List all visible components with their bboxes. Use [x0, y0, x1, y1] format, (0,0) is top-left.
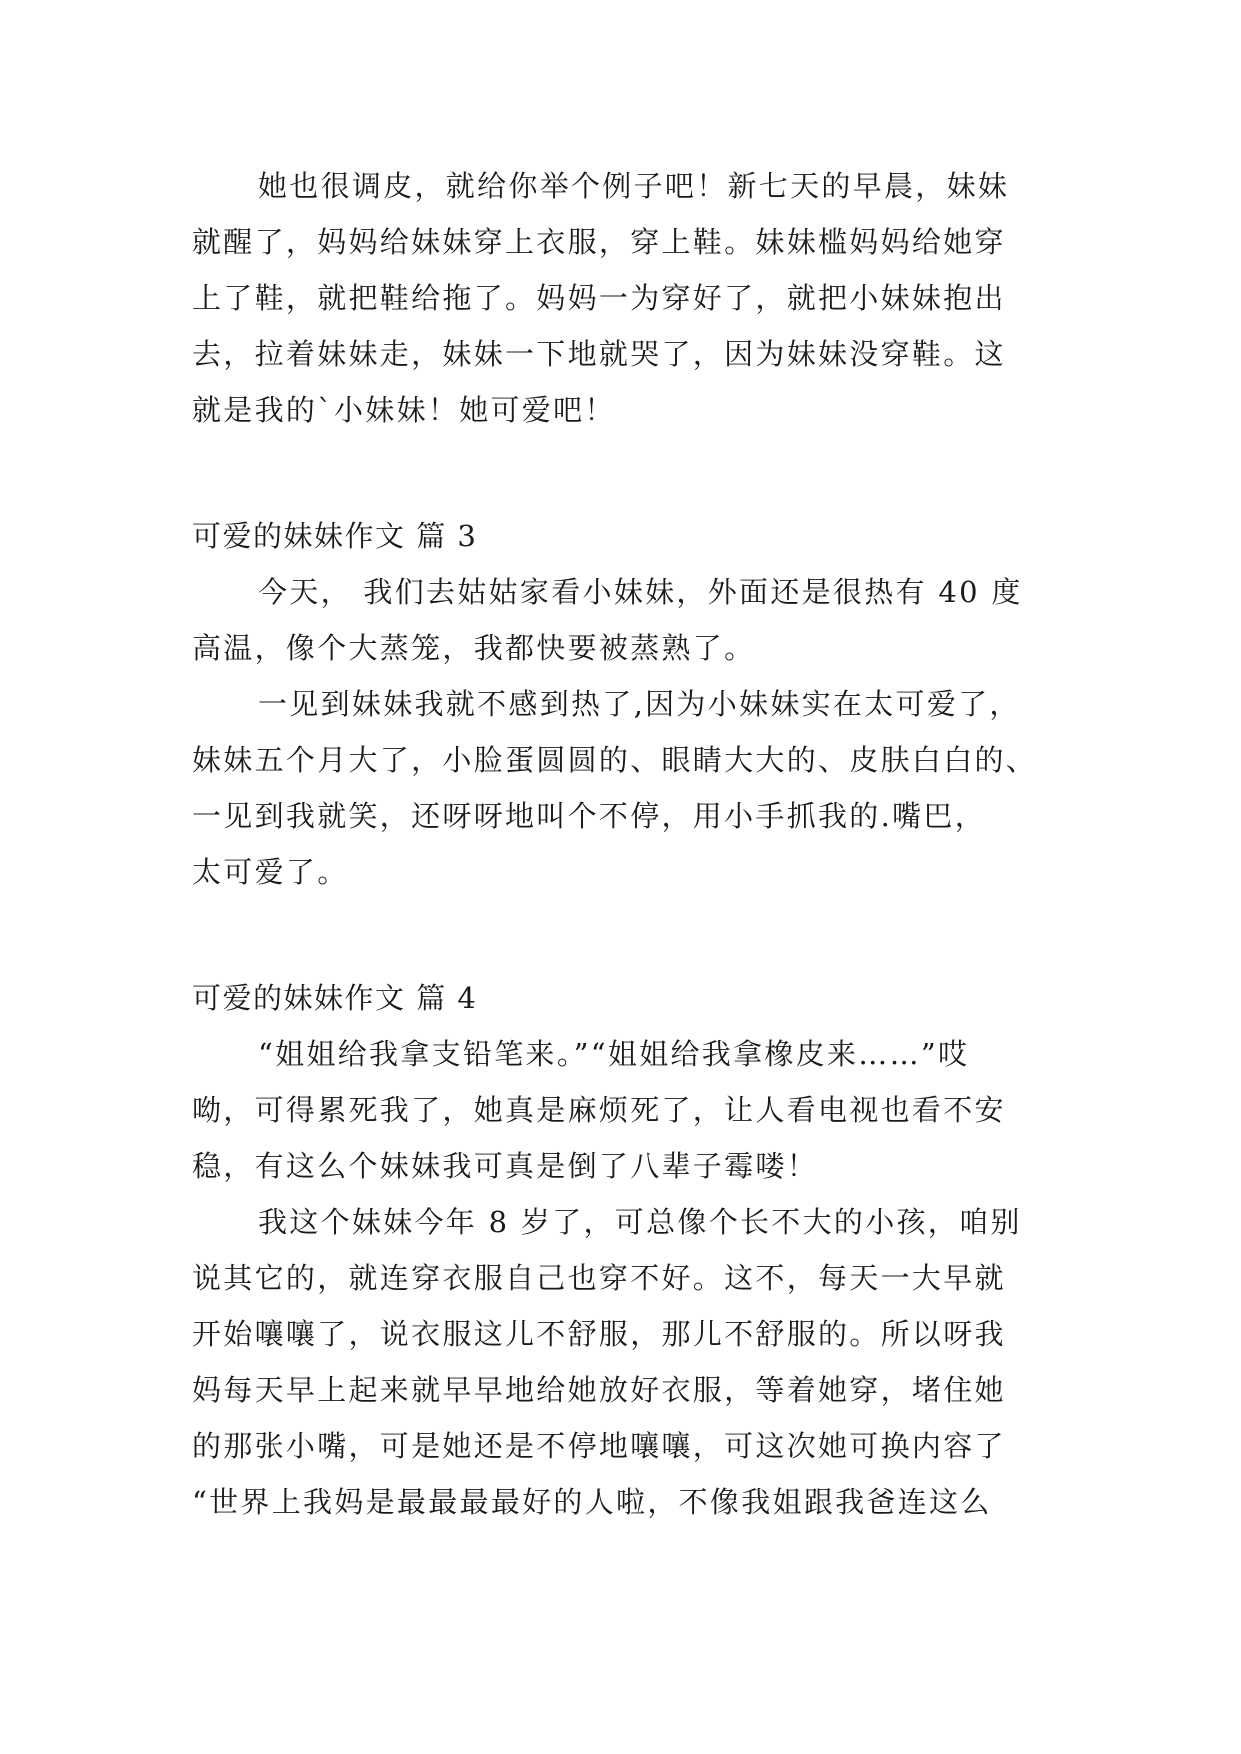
paragraph-line: 妈每天早上起来就早早地给她放好衣服，等着她穿，堵住她 [192, 1373, 1006, 1407]
paragraph-line: “世界上我妈是最最最最好的人啦，不像我姐跟我爸连这么 [192, 1485, 992, 1519]
paragraph-line: 高温，像个大蒸笼，我都快要被蒸熟了。 [192, 631, 756, 665]
paragraph-line: 的那张小嘴，可是她还是不停地嚷嚷，可这次她可换内容了 [192, 1429, 1006, 1463]
paragraph-line: 妹妹五个月大了，小脸蛋圆圆的、眼睛大大的、皮肤白白的、 [192, 743, 1038, 777]
paragraph-line: 今天， 我们去姑姑家看小妹妹，外面还是很热有 40 度 [258, 575, 1023, 609]
paragraph-line: 说其它的，就连穿衣服自己也穿不好。这不，每天一大早就 [192, 1261, 1006, 1295]
paragraph-line: 开始嚷嚷了，说衣服这儿不舒服，那儿不舒服的。所以呀我 [192, 1317, 1006, 1351]
paragraph-line: 稳，有这么个妹妹我可真是倒了八辈子霉喽！ [192, 1149, 819, 1183]
paragraph-line: 就醒了，妈妈给妹妹穿上衣服，穿上鞋。妹妹槛妈妈给她穿 [192, 225, 1006, 259]
section-heading: 可爱的妹妹作文 篇 3 [192, 519, 478, 553]
paragraph-line: 我这个妹妹今年 8 岁了，可总像个长不大的小孩，咱别 [258, 1205, 1022, 1239]
paragraph-line: 上了鞋，就把鞋给拖了。妈妈一为穿好了，就把小妹妹抱出 [192, 281, 1006, 315]
paragraph-line: 太可爱了。 [192, 855, 349, 889]
paragraph-line: 一见到妹妹我就不感到热了,因为小妹妹实在太可爱了， [258, 687, 1021, 721]
paragraph-line: 一见到我就笑，还呀呀地叫个不停，用小手抓我的.嘴巴， [192, 799, 987, 833]
paragraph-line: 去，拉着妹妹走，妹妹一下地就哭了，因为妹妹没穿鞋。这 [192, 337, 1006, 371]
paragraph-line: 就是我的`小妹妹！她可爱吧！ [192, 393, 616, 427]
section-heading: 可爱的妹妹作文 篇 4 [192, 981, 478, 1015]
paragraph-line: 呦，可得累死我了，她真是麻烦死了，让人看电视也看不安 [192, 1093, 1006, 1127]
paragraph-line: 她也很调皮，就给你举个例子吧！新七天的早晨，妹妹 [258, 169, 1010, 203]
paragraph-line: “姐姐给我拿支铅笔来。”“姐姐给我拿橡皮来……”哎 [258, 1037, 970, 1071]
